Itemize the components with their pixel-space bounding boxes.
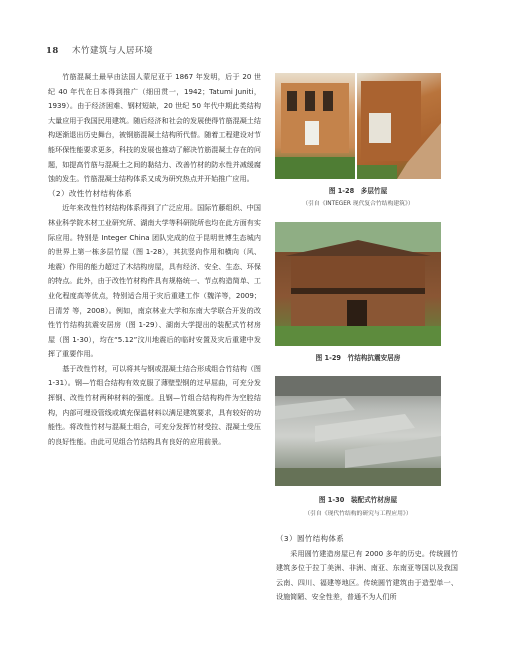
photo-multistory-bamboo-house-left (275, 73, 355, 179)
right-text-column (276, 532, 458, 605)
paragraph-composite-bamboo: 基于改性竹材，可以将其与钢或混凝土结合形成组合竹结构（图 1-31）。钢—竹组合结构有效克服了薄壁型钢的过早屈曲，可充分发挥钢、改性竹材两种材料的强度。且钢—竹组合结构构件为空腔结构，内部可埋设管线或填充保温材料以满足建筑要求，具有较好的功能性。将改性竹材与混凝土组合，可充分发挥竹材受拉、混凝土受压的良好性能。由此可见组合竹结构具有良好的应用前景。 (48, 363, 261, 446)
paragraph-round-bamboo: 采用圆竹建造房屋已有 2000 多年的历史。传统圆竹建筑多位于拉丁美洲、非洲、南亚、东南亚等国以及我国云南、四川、福建等地区。传统圆竹建筑由于造型单一、设施简陋、安全性差，普通不为人们所 (276, 548, 458, 602)
page-number: 18 (46, 46, 59, 56)
figure-caption-1-28: 图 1-28 多层竹屋 (328, 187, 388, 195)
photo-earthquake-resistant-bamboo-house (275, 222, 441, 346)
page-header (46, 44, 153, 56)
book-title: 木竹建筑与人居环境 (72, 46, 154, 56)
paragraph-modified-bamboo: 近年来改性竹材结构体系得到了广泛应用。国际竹藤组织、中国林业科学院木材工业研究所、湖南大学等科研院所也均在此方面有实际应用。特别是 Integer China 团队完成的位于昆明世博生态城内的世界上第一栋多层竹屋（图 1-28），其抗竖向作用和横向（风、地震）作用的能力超过了木结构房屋，具有经济、安全、生态、环保的特点。此外，由于改性竹材构件具有规格统一、节点构造简单、工业化程度高等优点，特别适合用于灾后重建工作（魏洋等，2009；吕清芳 等，2008）。例如，南京林业大学和东南大学联合开发的改性竹竹结构抗震安居房（图 1-29）、湖南大学提出的装配式竹材房屋（图 1-30），均在“5.12”汶川地震后的临时安置及灾后重建中发挥了重要作用。 (48, 203, 261, 359)
paragraph-bamboo-concrete: 竹筋混凝土最早由法国人蒙尼亚于 1867 年发明，后于 20 世纪 40 年代在日本得到推广（细田贯一，1942；Tatumi Juniti，1939）。由于经济困难、钢材短缺，20 世纪 50 年代中期此类结构大量应用于我国民用建筑。随后经济和社会的发展使得竹筋混凝土结构逐渐退出历史舞台，被钢筋混凝土结构所代替。随着工程建设对节能环保性能要求更多，科技的发展也推动了解决竹筋混凝土存在的问题，如提高竹筋与混凝土之间的黏结力、改善竹材的防水性并减缓腐蚀的发生。竹筋混凝土结构体系又成为研究热点并开始推广应用。 (48, 72, 261, 184)
photo-prefabricated-bamboo-houses (275, 376, 441, 486)
photo-multistory-bamboo-house-right (357, 73, 441, 179)
figure-source-1-30: （引自《现代竹结构的研究与工程应用》） (304, 511, 412, 517)
figure-source-1-28: （引自《INTEGER 现代复合竹结构建筑》） (302, 201, 414, 207)
left-text-column (48, 70, 261, 449)
subheading-round-bamboo: （3）圆竹结构体系 (276, 534, 345, 543)
subheading-modified-bamboo: （2）改性竹材结构体系 (48, 188, 133, 198)
figure-caption-1-29: 图 1-29 竹结构抗震安居房 (315, 354, 401, 362)
figure-caption-1-30: 图 1-30 装配式竹材房屋 (318, 496, 398, 504)
